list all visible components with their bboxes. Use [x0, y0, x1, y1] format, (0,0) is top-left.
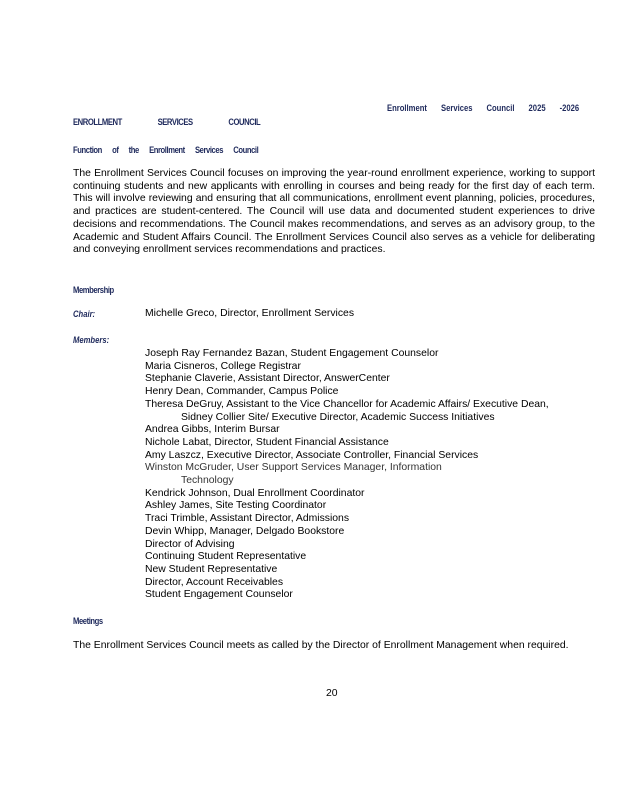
meetings-text: The Enrollment Services Council meets as called by the Director of Enrollment Management when required. — [73, 640, 569, 651]
chair-name: Michelle Greco, Director, Enrollment Services — [145, 308, 355, 319]
page-number: 20 — [326, 688, 338, 699]
list-item: Director, Account Receivables — [145, 576, 284, 588]
function-text: The Enrollment Services Council focuses on improving the year-round enrollment experience, working to support continuing students and new applicants with enrolling in courses and being ready for the first day of each term. This will involve reviewing and ensuring that all communications, enrollment event planning, policies, procedures, and practices are student-centered. The Council will use data and documented student experiences to drive decisions and recommendations. The Council makes recommendations, and serves as an advisory group, to the Academic and Student Affairs Council. The Enrollment Services Council also serves as a vehicle for deliberating and conveying enrollment services recommendations and practices. — [73, 168, 595, 256]
list-item: Sidney Collier Site/ Executive Director, Academic Success Initiatives — [181, 411, 495, 423]
list-item: Continuing Student Representative — [145, 551, 307, 563]
list-item: Henry Dean, Commander, Campus Police — [145, 386, 339, 398]
list-item: Traci Trimble, Assistant Director, Admissions — [145, 513, 350, 525]
list-item: Kendrick Johnson, Dual Enrollment Coordinator — [145, 487, 365, 499]
list-item: Ashley James, Site Testing Coordinator — [145, 500, 327, 512]
list-item: Winston McGruder, User Support Services Manager, Information — [145, 462, 442, 474]
running-header: Enrollment Services Council 2025 -2026 — [387, 103, 580, 113]
list-item: Maria Cisneros, College Registrar — [145, 360, 301, 372]
list-item: Theresa DeGruy, Assistant to the Vice Chancellor for Academic Affairs/ Executive Dean, — [145, 398, 549, 410]
chair-label: Chair: — [73, 309, 96, 319]
meetings-heading: Meetings — [73, 616, 103, 626]
list-item: Technology — [181, 475, 234, 487]
document-title: ENROLLMENT SERVICES COUNCIL — [73, 117, 261, 127]
list-item: Stephanie Claverie, Assistant Director, AnswerCenter — [145, 373, 390, 385]
membership-heading: Membership — [73, 285, 114, 295]
list-item: Andrea Gibbs, Interim Bursar — [145, 424, 280, 436]
list-item: Student Engagement Counselor — [145, 589, 293, 601]
list-item: Director of Advising — [145, 538, 235, 550]
list-item: New Student Representative — [145, 563, 278, 575]
function-heading: Function of the Enrollment Services Council — [73, 145, 259, 155]
members-list — [145, 348, 549, 602]
list-item: Joseph Ray Fernandez Bazan, Student Engagement Counselor — [145, 348, 439, 359]
list-item: Devin Whipp, Manager, Delgado Bookstore — [145, 525, 345, 537]
list-item: Amy Laszcz, Executive Director, Associate Controller, Financial Services — [145, 449, 479, 461]
members-label: Members: — [73, 335, 110, 345]
list-item: Nichole Labat, Director, Student Financial Assistance — [145, 436, 389, 448]
